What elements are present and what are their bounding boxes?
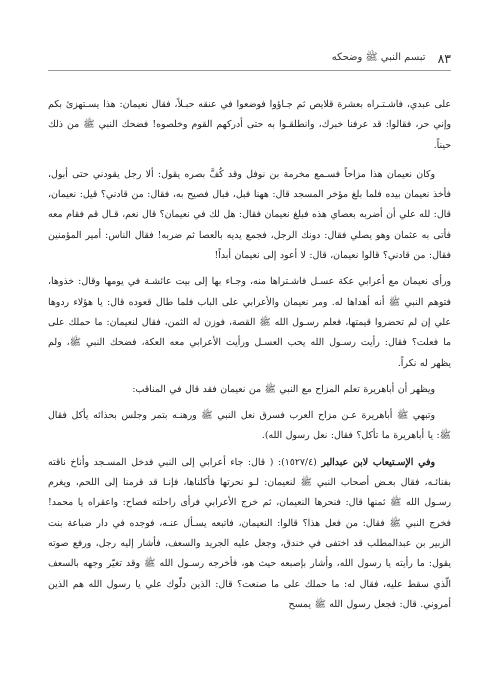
paragraph-6 — [48, 453, 451, 615]
citation-lead: وفي الإسـتيعاب لابن عبدالبر — [321, 456, 435, 468]
running-title: تبسم النبي ﷺ وضحكه — [331, 52, 426, 63]
paragraph-2: وكان نعيمان هذا مزاحاً فسـمع مخرمة بن نوفل وقد كُفَّ بصره يقول: ألا رجل يقودني حتى أبول، فأخذ نعيمان بيده فلما بلغ مؤخر المسجد قال: ههنا فبل، فبال فصيح به، فقال: من قادني؟ قيل: نعيمان، قال: لله علي أن أضربه بعصاي هذه فبلغ نعيمان فقال: هل لك في نعيمان؟ قال نعم، قـال قم فقام معه فأتى به عثمان وهو يصلي فقال: دونك الرجل، فجمع يديه بالعصا ثم ضربه! فقال الناس: أمير المؤمنين فقال: من قادني؟ قالوا نعيمان، قال: لا أعود إلى نعيمان أبداً! — [48, 168, 451, 262]
paragraph-1: على عبدي، فاشـتـراه بعشرة قلايص ثم جـاؤوا فوضعوا في عنقه حبـلاً، فقال نعيمان: هذا يسـتهزئ بكم وإني حر، فقالوا: قد عرفنا خبرك، وانطلقـوا به حتى أدركهم القوم وخلصوه! فضحك النبي ﷺ من ذلك حيناً. — [48, 99, 451, 151]
paragraph-4: ويظهر أن أباهريرة تعلم المزاح مع النبي ﷺ من نعيمان فقد قال في المناقب: — [132, 383, 435, 395]
paragraph-3: ورأى نعيمان مع أعرابي عكة عسـل فاشـتراها منه، وجـاء بها إلى بيت عائشـة في يومها وقال: خذوها، فتوهم النبي ﷺ أنه أهداها له. ومر نعيمان والأعرابي على الباب فلما طال قعوده قال: يا هؤلاء ردوها علي إن لم تحضروا قيمتها، فعلم رسـول الله ﷺ القصة، فوزن له الثمن، فقال لنعيمان: ما حملك على ما فعلت؟ فقال: رأيت رسـول الله يحب العسـل ورأيت الأعرابي معه العكة، فضحك النبي ﷺ، ولم يظهر له نكراً. — [48, 276, 451, 369]
page-body — [48, 95, 451, 621]
paragraph-5: وتبهي ﷺ أباهريرة عـن مزاح العرب فسرق نعل النبي ﷺ ورهنـه بتمر وجلس بحذائه يأكل فقال ﷺ: يا أباهريرة ما تأكل؟ فقال: نعل رسول الله). — [48, 410, 451, 442]
paragraph-6-text: (١٥٢٧/٤): ( قال: جاء أعرابي إلى النبي فدخل المسـجد وأناخ ناقته بفنائـه، فقال بعـض أصحاب النبي ﷺ لنعيمان: لـو نحرتها فأكلناها، فإنـا قد قرمنا إلى اللحم، ويغرم رسـول الله ﷺ ثمنها قال: فنحرها النعيمان، ثم خرج الأعرابي فرأى راحلته فصاح: واعقراه يا محمد! فخرج النبي ﷺ فقال: من فعل هذا؟ قالوا: النعيمان، فاتبعه يسـأل عنـه، فوجده في دار ضباعة بنت الزبير بن عبدالمطلب قد اختفى في خندق، وجعل عليه الجريد والسعف، فأشار إليه رجل، ورفع صوته يقول: ما رأيته يا رسول الله، وأشار بإصبعه حيث هو، فأخرجه رسـول الله ﷺ وقد تغيّر وجهه بالسعف الّذي سقط عليه، فقال له: ما حملك على ما صنعت؟ قال: الذين دلّوك علي يا رسول الله هم الذين أمروني. قال: فجعل رسول الله ﷺ يمسح — [48, 456, 451, 610]
header-divider — [48, 70, 451, 71]
page-header — [48, 48, 451, 68]
page-number: ٨٣ — [437, 50, 451, 66]
